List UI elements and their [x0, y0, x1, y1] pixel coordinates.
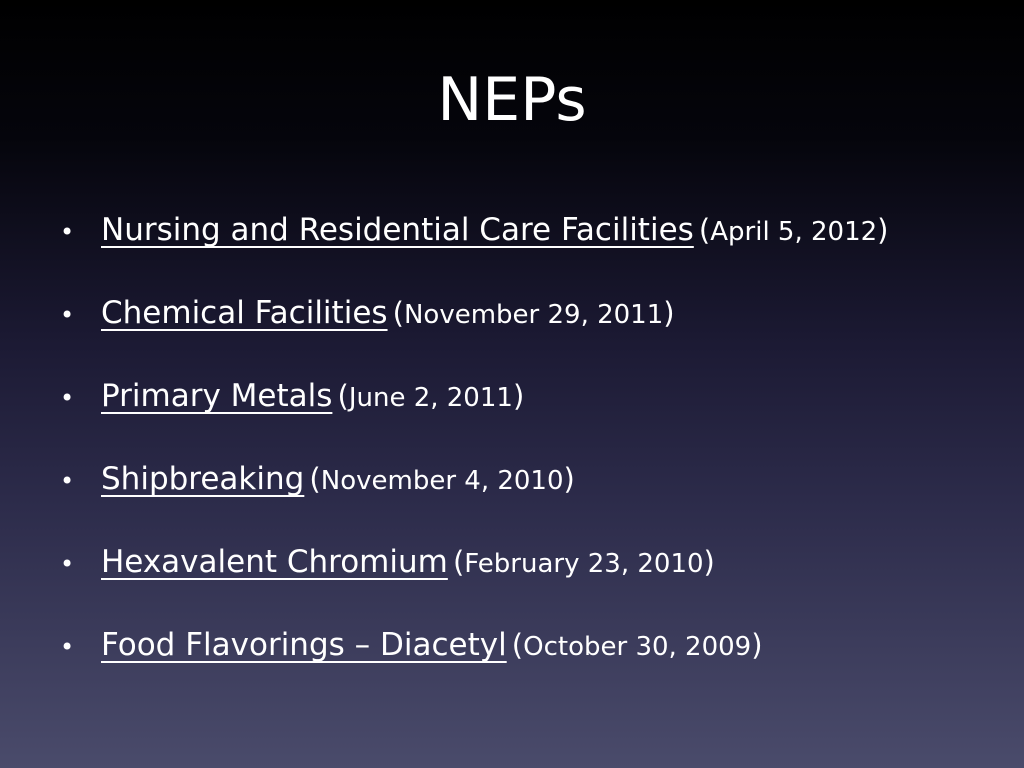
date-text: November 4, 2010 [320, 466, 564, 496]
bullet-list [60, 206, 1000, 704]
date-text: June 2, 2011 [348, 383, 513, 413]
date-text: October 30, 2009 [523, 632, 752, 662]
link-hexavalent-chromium[interactable]: Hexavalent Chromium [101, 544, 448, 580]
item-date: (November 29, 2011) [392, 296, 675, 330]
list-item [60, 455, 1000, 538]
item-date: (June 2, 2011) [337, 379, 525, 413]
bullet-icon: • [60, 218, 75, 246]
link-food-flavorings-diacetyl[interactable]: Food Flavorings – Diacetyl [101, 627, 507, 663]
slide-title: NEPs [437, 65, 587, 135]
bullet-icon: • [60, 467, 75, 495]
link-nursing-residential-care[interactable]: Nursing and Residential Care Facilities [101, 212, 694, 248]
date-text: April 5, 2012 [710, 217, 878, 247]
bullet-icon: • [60, 384, 75, 412]
bullet-icon: • [60, 301, 75, 329]
list-item [60, 372, 1000, 455]
date-text: November 29, 2011 [403, 300, 664, 330]
bullet-icon: • [60, 550, 75, 578]
item-date: (February 23, 2010) [452, 545, 715, 579]
list-item [60, 206, 1000, 289]
item-date: (October 30, 2009) [511, 628, 763, 662]
link-shipbreaking[interactable]: Shipbreaking [101, 461, 305, 497]
item-date: (April 5, 2012) [698, 213, 889, 247]
date-text: February 23, 2010 [464, 549, 704, 579]
item-date: (November 4, 2010) [309, 462, 575, 496]
list-item [60, 538, 1000, 621]
bullet-icon: • [60, 633, 75, 661]
list-item [60, 621, 1000, 704]
link-primary-metals[interactable]: Primary Metals [101, 378, 333, 414]
list-item [60, 289, 1000, 372]
link-chemical-facilities[interactable]: Chemical Facilities [101, 295, 388, 331]
